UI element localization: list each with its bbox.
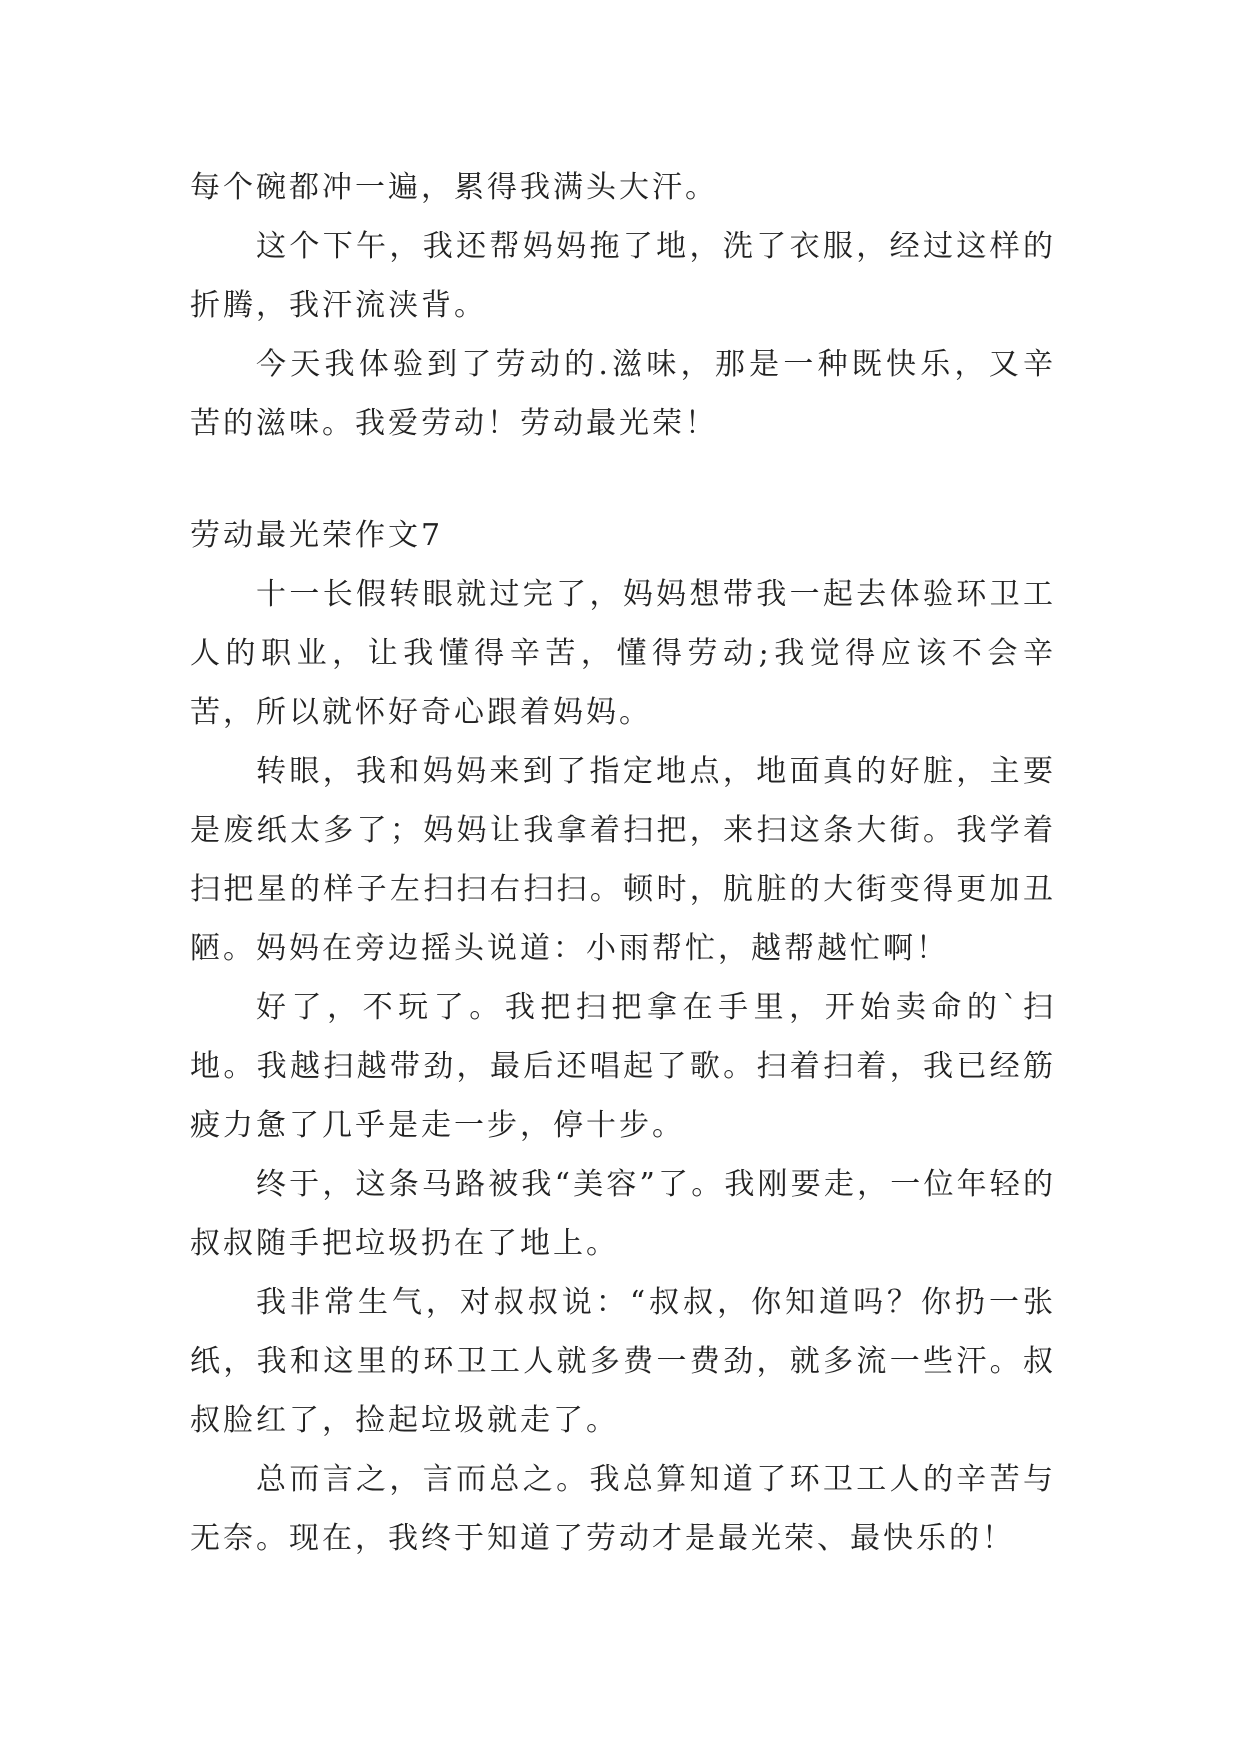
paragraph: 我非常生气，对叔叔说：“叔叔，你知道吗？你扔一张纸，我和这里的环卫工人就多费一费劲，就多流一些汗。叔叔脸红了，捡起垃圾就走了。 xyxy=(190,1285,1056,1438)
document-body xyxy=(190,158,1056,1568)
paragraph: 这个下午，我还帮妈妈拖了地，洗了衣服，经过这样的折腾，我汗流浃背。 xyxy=(190,229,1056,323)
paragraph: 总而言之，言而总之。我总算知道了环卫工人的辛苦与无奈。现在，我终于知道了劳动才是最光荣、最快乐的！ xyxy=(190,1462,1056,1556)
paragraph-continued: 每个碗都冲一遍，累得我满头大汗。 xyxy=(190,170,718,205)
paragraph: 转眼，我和妈妈来到了指定地点，地面真的好脏，主要是废纸太多了；妈妈让我拿着扫把，来扫这条大街。我学着扫把星的样子左扫扫右扫扫。顿时，肮脏的大街变得更加丑陋。妈妈在旁边摇头说道：小雨帮忙，越帮越忙啊！ xyxy=(190,754,1056,966)
paragraph: 终于，这条马路被我“美容”了。我刚要走，一位年轻的叔叔随手把垃圾扔在了地上。 xyxy=(190,1167,1056,1261)
section-title: 劳动最光荣作文7 xyxy=(190,518,444,553)
paragraph: 今天我体验到了劳动的.滋味，那是一种既快乐，又辛苦的滋味。我爱劳动！劳动最光荣！ xyxy=(190,347,1056,441)
paragraph: 十一长假转眼就过完了，妈妈想带我一起去体验环卫工人的职业，让我懂得辛苦，懂得劳动;我觉得应该不会辛苦，所以就怀好奇心跟着妈妈。 xyxy=(190,577,1056,730)
paragraph: 好了，不玩了。我把扫把拿在手里，开始卖命的`扫地。我越扫越带劲，最后还唱起了歌。扫着扫着，我已经筋疲力惫了几乎是走一步，停十步。 xyxy=(190,990,1056,1143)
